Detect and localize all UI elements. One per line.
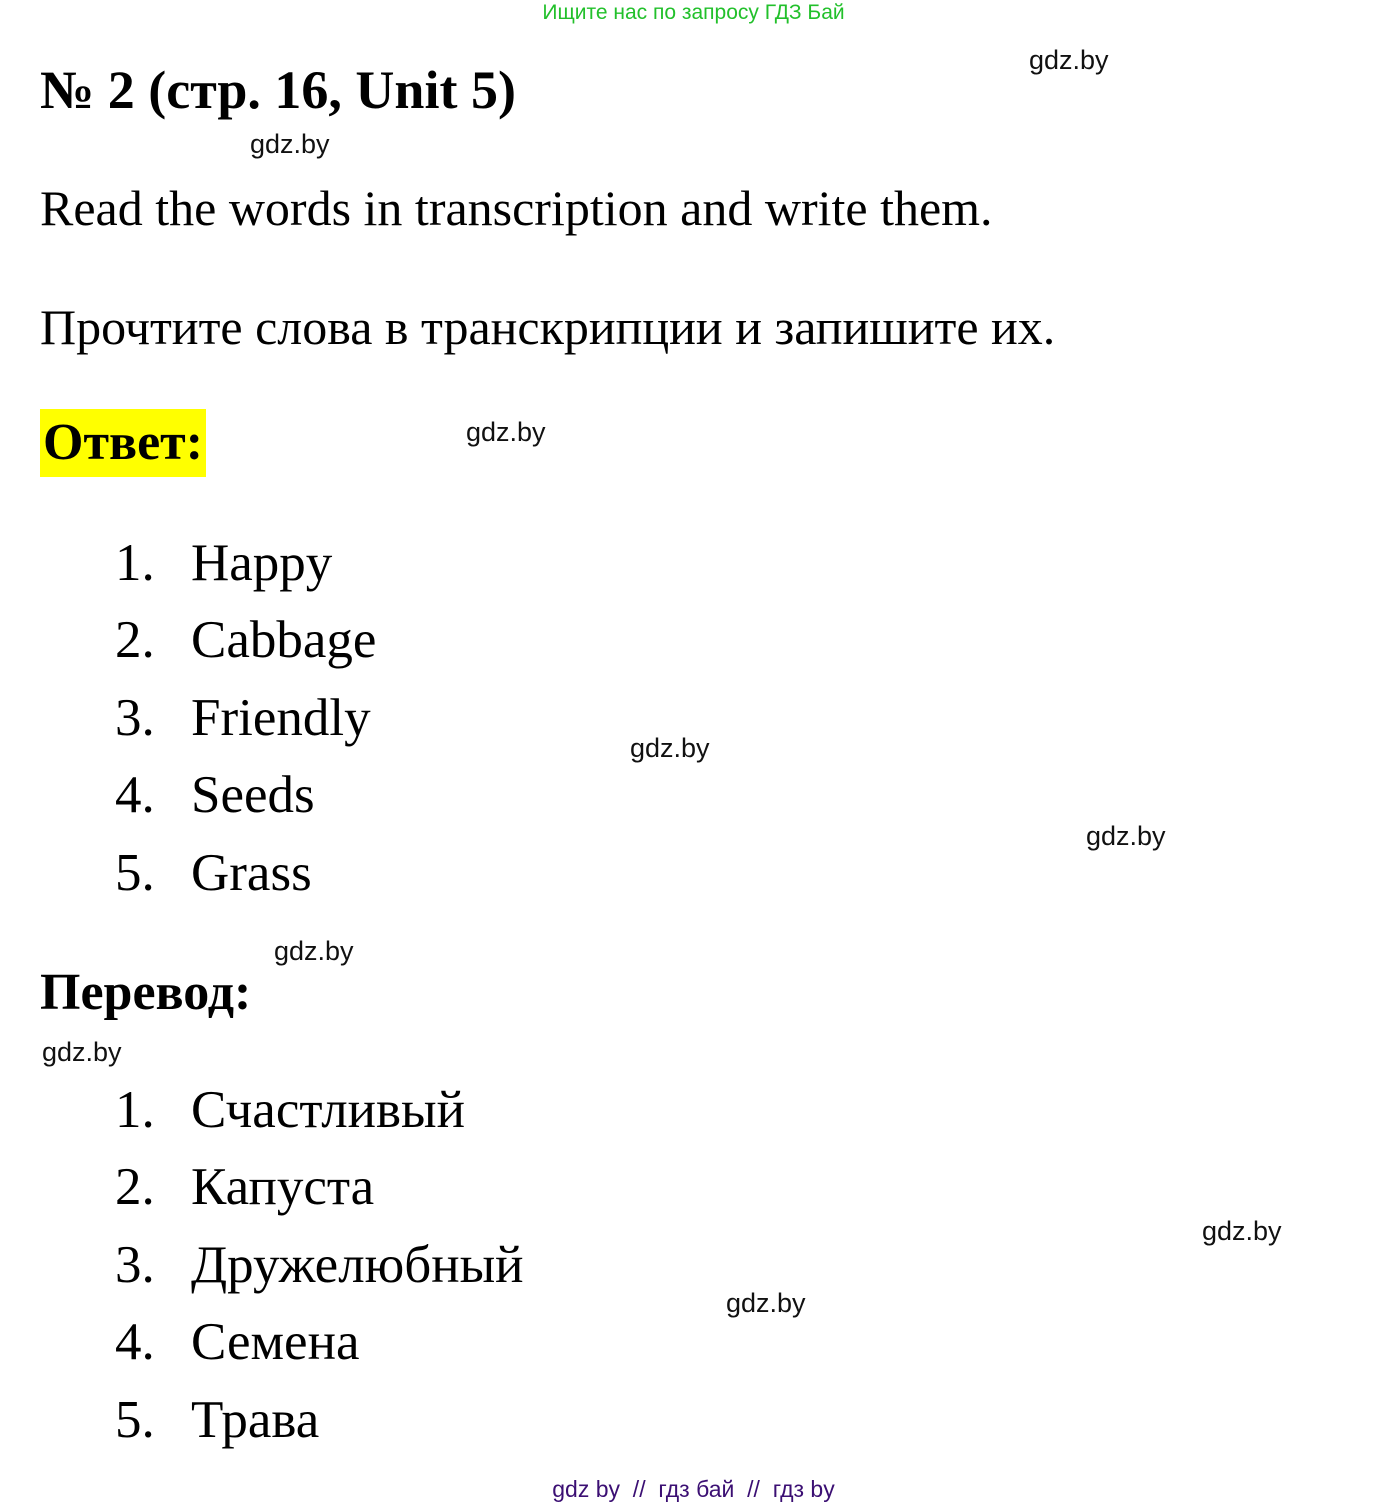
- exercise-title: № 2 (стр. 16, Unit 5): [40, 60, 516, 120]
- translation-heading: Перевод:: [40, 964, 252, 1021]
- item-text: Счастливый: [191, 1080, 466, 1139]
- item-text: Капуста: [191, 1158, 375, 1217]
- list-item: [115, 1304, 524, 1382]
- footer-links: gdz by // гдз бай // гдз by: [552, 1476, 835, 1502]
- item-number: 2.: [115, 611, 155, 670]
- item-number: 4.: [115, 766, 155, 825]
- item-number: 3.: [115, 1235, 155, 1294]
- item-number: 4.: [115, 1313, 155, 1372]
- item-number: 1.: [115, 1080, 155, 1139]
- watermark: gdz.by: [250, 129, 330, 159]
- item-text: Friendly: [191, 688, 371, 747]
- watermark: gdz.by: [42, 1037, 122, 1067]
- list-item: [115, 602, 376, 680]
- task-russian: Прочтите слова в транскрипции и запишите их.: [40, 299, 1056, 355]
- item-number: 1.: [115, 533, 155, 592]
- item-text: Трава: [191, 1390, 320, 1449]
- list-item: [115, 679, 376, 757]
- item-number: 5.: [115, 1390, 155, 1449]
- watermark: gdz.by: [1029, 45, 1109, 75]
- watermark: gdz.by: [630, 733, 710, 763]
- list-item: [115, 1381, 524, 1459]
- answer-heading: Ответ:: [40, 409, 206, 477]
- watermark: gdz.by: [466, 417, 546, 447]
- task-english: Read the words in transcription and write them.: [40, 180, 993, 236]
- watermark: gdz.by: [1086, 821, 1166, 851]
- list-item: [115, 1149, 524, 1227]
- list-item: [115, 757, 376, 835]
- list-item: [115, 1071, 524, 1149]
- list-item: [115, 834, 376, 912]
- answer-list: [115, 524, 376, 912]
- item-number: 3.: [115, 688, 155, 747]
- watermark: gdz.by: [274, 936, 354, 966]
- top-banner: Ищите нас по запросу ГДЗ Бай: [542, 1, 845, 24]
- item-text: Дружелюбный: [191, 1235, 524, 1294]
- translation-list: [115, 1071, 524, 1459]
- item-number: 2.: [115, 1158, 155, 1217]
- item-text: Seeds: [191, 766, 315, 825]
- list-item: [115, 1226, 524, 1304]
- item-text: Семена: [191, 1313, 360, 1372]
- list-item: [115, 524, 376, 602]
- item-text: Grass: [191, 843, 312, 902]
- item-text: Happy: [191, 533, 333, 592]
- watermark: gdz.by: [726, 1288, 806, 1318]
- item-text: Cabbage: [191, 611, 377, 670]
- watermark: gdz.by: [1202, 1216, 1282, 1246]
- item-number: 5.: [115, 843, 155, 902]
